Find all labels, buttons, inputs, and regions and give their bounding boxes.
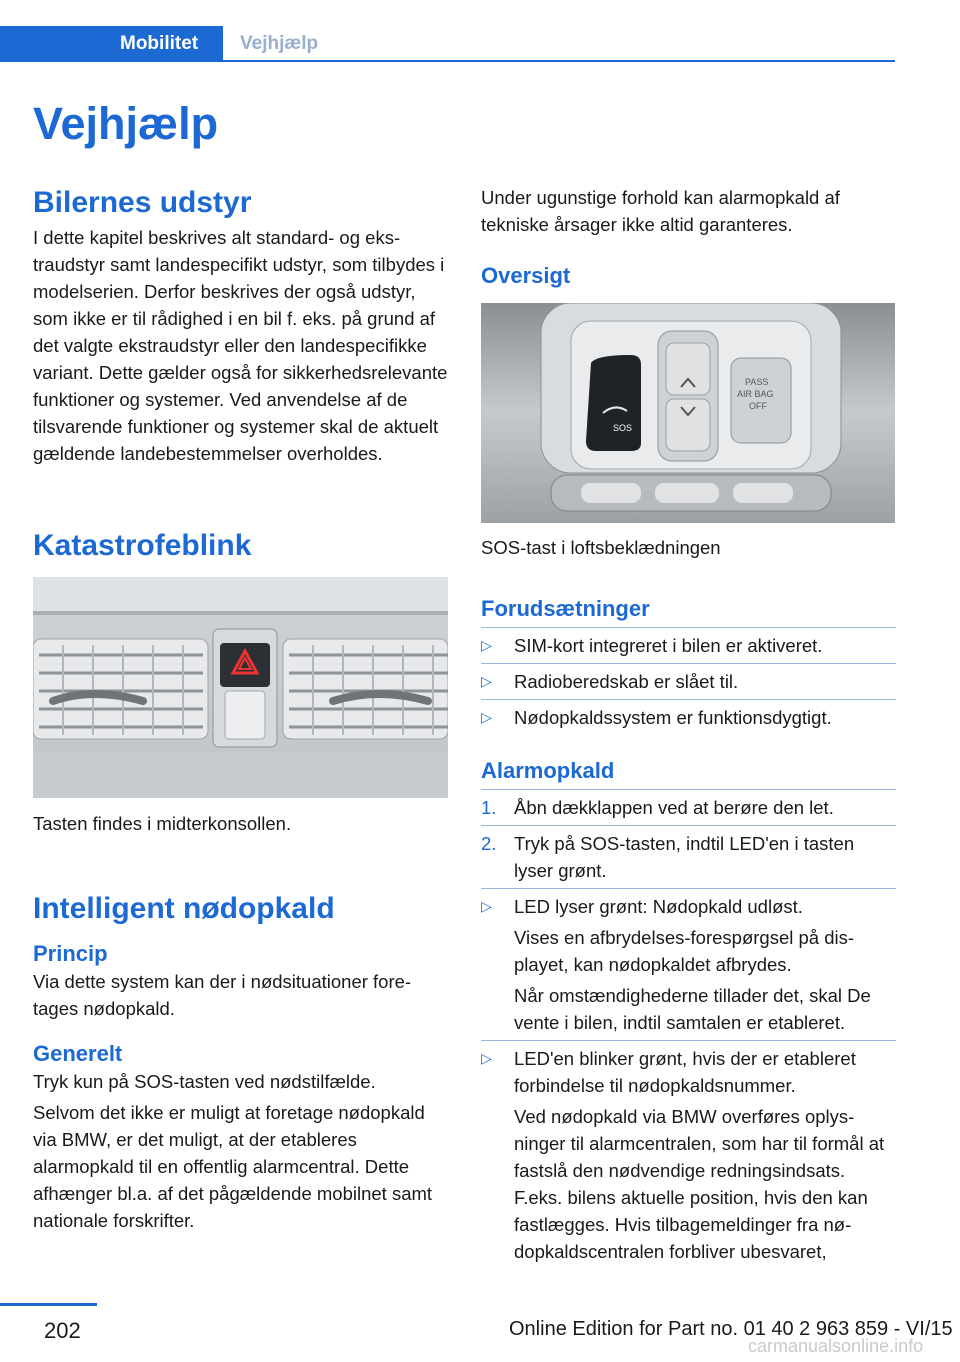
list-item-text: LED'en blinker grønt, hvis der er etableret forbindelse til nødopkaldsnummer. xyxy=(514,1048,856,1096)
list-divider xyxy=(481,888,896,889)
pass-label-2: AIR BAG xyxy=(737,389,774,399)
list-divider xyxy=(481,789,896,790)
pass-label-1: PASS xyxy=(745,377,769,387)
katastrofeblink-caption-block xyxy=(33,810,448,837)
heading-generelt: Generelt xyxy=(33,1041,123,1066)
heading-princip: Princip xyxy=(33,941,108,966)
list-item-text: LED lyser grønt: Nødopkald udløst. xyxy=(514,896,803,917)
list-item xyxy=(481,632,896,659)
heading-oversigt: Oversigt xyxy=(481,263,571,288)
list-divider xyxy=(481,627,896,628)
paragraph-intro: Under ugunstige forhold kan alarmopkald af tekniske årsager ikke altid garanteres. xyxy=(481,187,840,235)
list-item-text: Nødopkaldssystem er funktionsdygtigt. xyxy=(514,707,832,728)
hazard-button-image xyxy=(33,577,448,798)
page-title: Vejhjælp xyxy=(33,98,219,149)
triangle-bullet-icon: ▷ xyxy=(481,637,492,653)
header-rule xyxy=(0,60,895,62)
list-item xyxy=(481,893,896,1036)
edition-note: Online Edition for Part no. 01 40 2 963 859 - VI/15 xyxy=(509,1318,953,1340)
list-divider xyxy=(481,1040,896,1041)
watermark: carmanualsonline.info xyxy=(748,1336,924,1356)
sos-label: SOS xyxy=(613,423,633,433)
triangle-bullet-icon: ▷ xyxy=(481,1050,492,1066)
triangle-bullet-icon: ▷ xyxy=(481,709,492,725)
right-column-intro xyxy=(481,184,896,290)
paragraph-generelt-1: Tryk kun på SOS-tasten ved nødstilfælde. xyxy=(33,1071,376,1092)
page-number: 202 xyxy=(44,1318,81,1343)
triangle-bullet-icon: ▷ xyxy=(481,673,492,689)
hazard-console-illustration xyxy=(33,577,448,798)
paragraph-udstyr: I dette kapitel beskrives alt standard- og ekstraudstyr samt landespecifikt udstyr, som tilbydes i modelserien. Derfor beskrives der også udstyr, som ikke er til rådighed i en bil f. eks. på grund af det valgte ekstraudstyr eller den landespecifikke variant. Dette gælder også for sikkerhedsrelevante funktioner og systemer. Ved anvendelse af de tilsvarende funktioner og systemer skal de aktuelt gældende landebestemmelser overholdes. xyxy=(33,227,448,464)
intelligent-nodopkald-section xyxy=(33,890,448,1234)
right-column-body xyxy=(481,534,896,1265)
left-column xyxy=(33,184,448,467)
katastrofeblink-section xyxy=(33,527,448,565)
overhead-console-illustration xyxy=(481,303,895,523)
list-item-subtext: Når omstændighederne tillader det, skal De vente i bilen, indtil samtalen er etableret. xyxy=(514,985,871,1033)
list-item xyxy=(481,668,896,695)
footer-rule xyxy=(0,1303,97,1306)
step-number: 1. xyxy=(481,797,497,818)
heading-katastrofeblink: Katastrofeblink xyxy=(33,529,252,562)
pass-label-3: OFF xyxy=(749,401,767,411)
step-text: Tryk på SOS-tasten, indtil LED'en i tasten lyser grønt. xyxy=(514,833,855,881)
triangle-bullet-icon: ▷ xyxy=(481,898,492,914)
step-item xyxy=(481,794,896,821)
list-divider xyxy=(481,699,896,700)
heading-bilernes-udstyr: Bilernes udstyr xyxy=(33,186,252,219)
sos-caption: SOS-tast i loftsbeklædningen xyxy=(481,537,721,558)
list-item-subtext: Vises en afbrydelses-forespørgsel på displayet, kan nødopkaldet afbrydes. xyxy=(514,927,855,975)
paragraph-generelt-2: Selvom det ikke er muligt at foretage nødopkald via BMW, er det muligt, at der etableres alarmopkald til en offentlig alarmcentral. Dette afhænger bl.a. af det pågældende mobilnet samt nationale forskrifter. xyxy=(33,1102,433,1231)
chapter-header xyxy=(0,26,895,62)
list-item-text: Radioberedskab er slået til. xyxy=(514,671,739,692)
list-divider xyxy=(481,825,896,826)
step-text: Åbn dækklappen ved at berøre den let. xyxy=(514,797,834,818)
heading-forudsaetninger: Forudsætninger xyxy=(481,596,650,621)
paragraph-princip: Via dette system kan der i nødsituationer foretages nødopkald. xyxy=(33,971,412,1019)
sos-button-image xyxy=(481,303,895,523)
list-item xyxy=(481,1045,896,1265)
tab-vejhjaelp[interactable]: Vejhjælp xyxy=(240,33,319,54)
list-item-text: SIM-kort integreret i bilen er aktiveret. xyxy=(514,635,823,656)
list-divider xyxy=(481,663,896,664)
list-item xyxy=(481,704,896,731)
heading-intelligent-nodopkald: Intelligent nødopkald xyxy=(33,892,335,925)
step-number: 2. xyxy=(481,833,497,854)
hazard-caption: Tasten findes i midterkonsollen. xyxy=(33,813,292,834)
step-item xyxy=(481,830,896,884)
heading-alarmopkald: Alarmopkald xyxy=(481,758,615,783)
list-item-subtext: Ved nødopkald via BMW overføres oplysninger til alarmcentralen, som har til formål at fastslå den nødvendige redningsindsats. F.eks. bilens aktuelle position, hvis den kan fastlægges. Hvis tilbagemeldinger fra nødopkaldscentralen forbliver ubesvaret, xyxy=(514,1106,885,1262)
tab-mobilitet[interactable]: Mobilitet xyxy=(0,26,223,62)
